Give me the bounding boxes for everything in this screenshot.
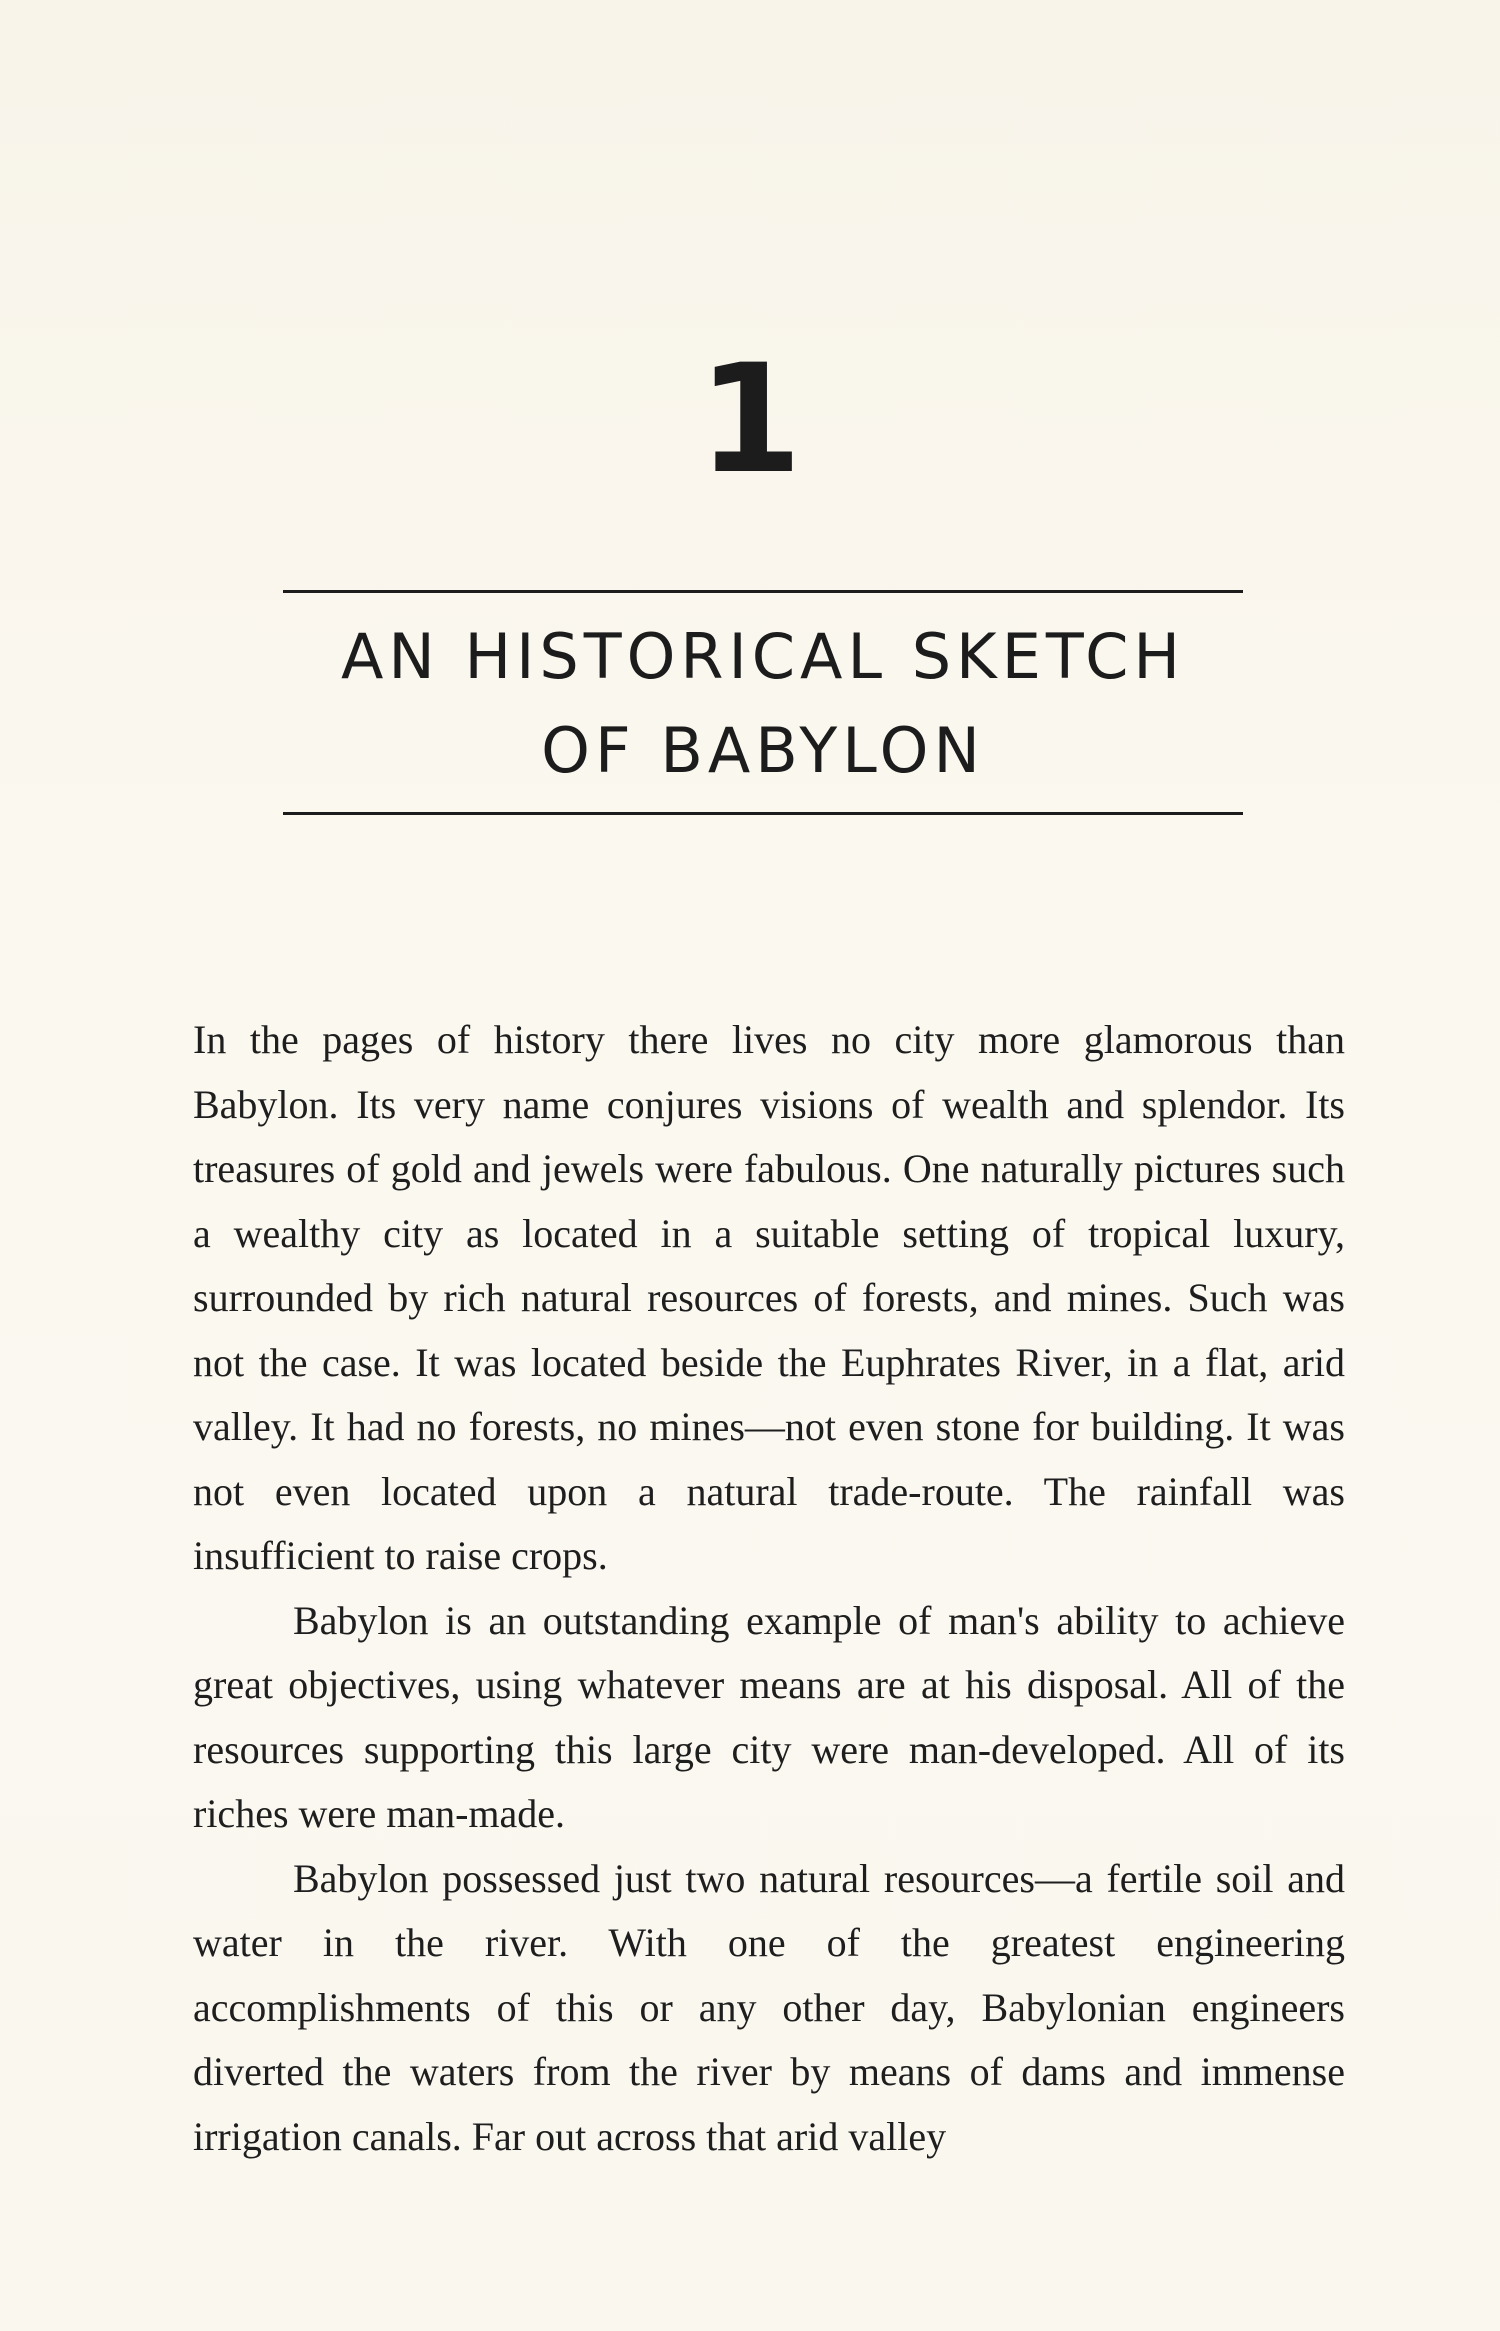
chapter-number: 1 — [697, 333, 803, 507]
title-top-rule — [283, 590, 1243, 593]
paragraph-1: In the pages of history there lives no city more glamorous than Babylon. Its very name conjures visions of wealth and splendor. Its treasures of gold and jewels were fabulous. One naturally pictures such a wealthy city as located in a suitable setting of tropical luxury, surrounded by rich natural resources of forests, and mines. Such was not the case. It was located beside the Euphrates River, in a flat, arid valley. It had no forests, no mines—not even stone for building. It was not even located upon a natural trade-route. The rainfall was insufficient to raise crops. — [193, 1017, 1345, 1578]
body-text — [193, 1008, 1345, 2169]
chapter-title — [283, 610, 1243, 798]
chapter-title-line-1: AN HISTORICAL SKETCH — [340, 620, 1186, 693]
paragraph-3: Babylon possessed just two natural resources—a fertile soil and water in the river. With one of the greatest engineering accomplishments of this or any other day, Babylonian engineers diverted the waters from the river by means of dams and immense irrigation canals. Far out across that arid valley — [193, 1855, 1345, 2159]
chapter-title-line-2: OF BABYLON — [541, 714, 985, 787]
title-bottom-rule — [283, 812, 1243, 815]
paragraph-2: Babylon is an outstanding example of man's ability to achieve great objectives, using whatever means are at his disposal. All of the resources supporting this large city were man-developed. All of its riches were man-made. — [193, 1597, 1345, 1836]
